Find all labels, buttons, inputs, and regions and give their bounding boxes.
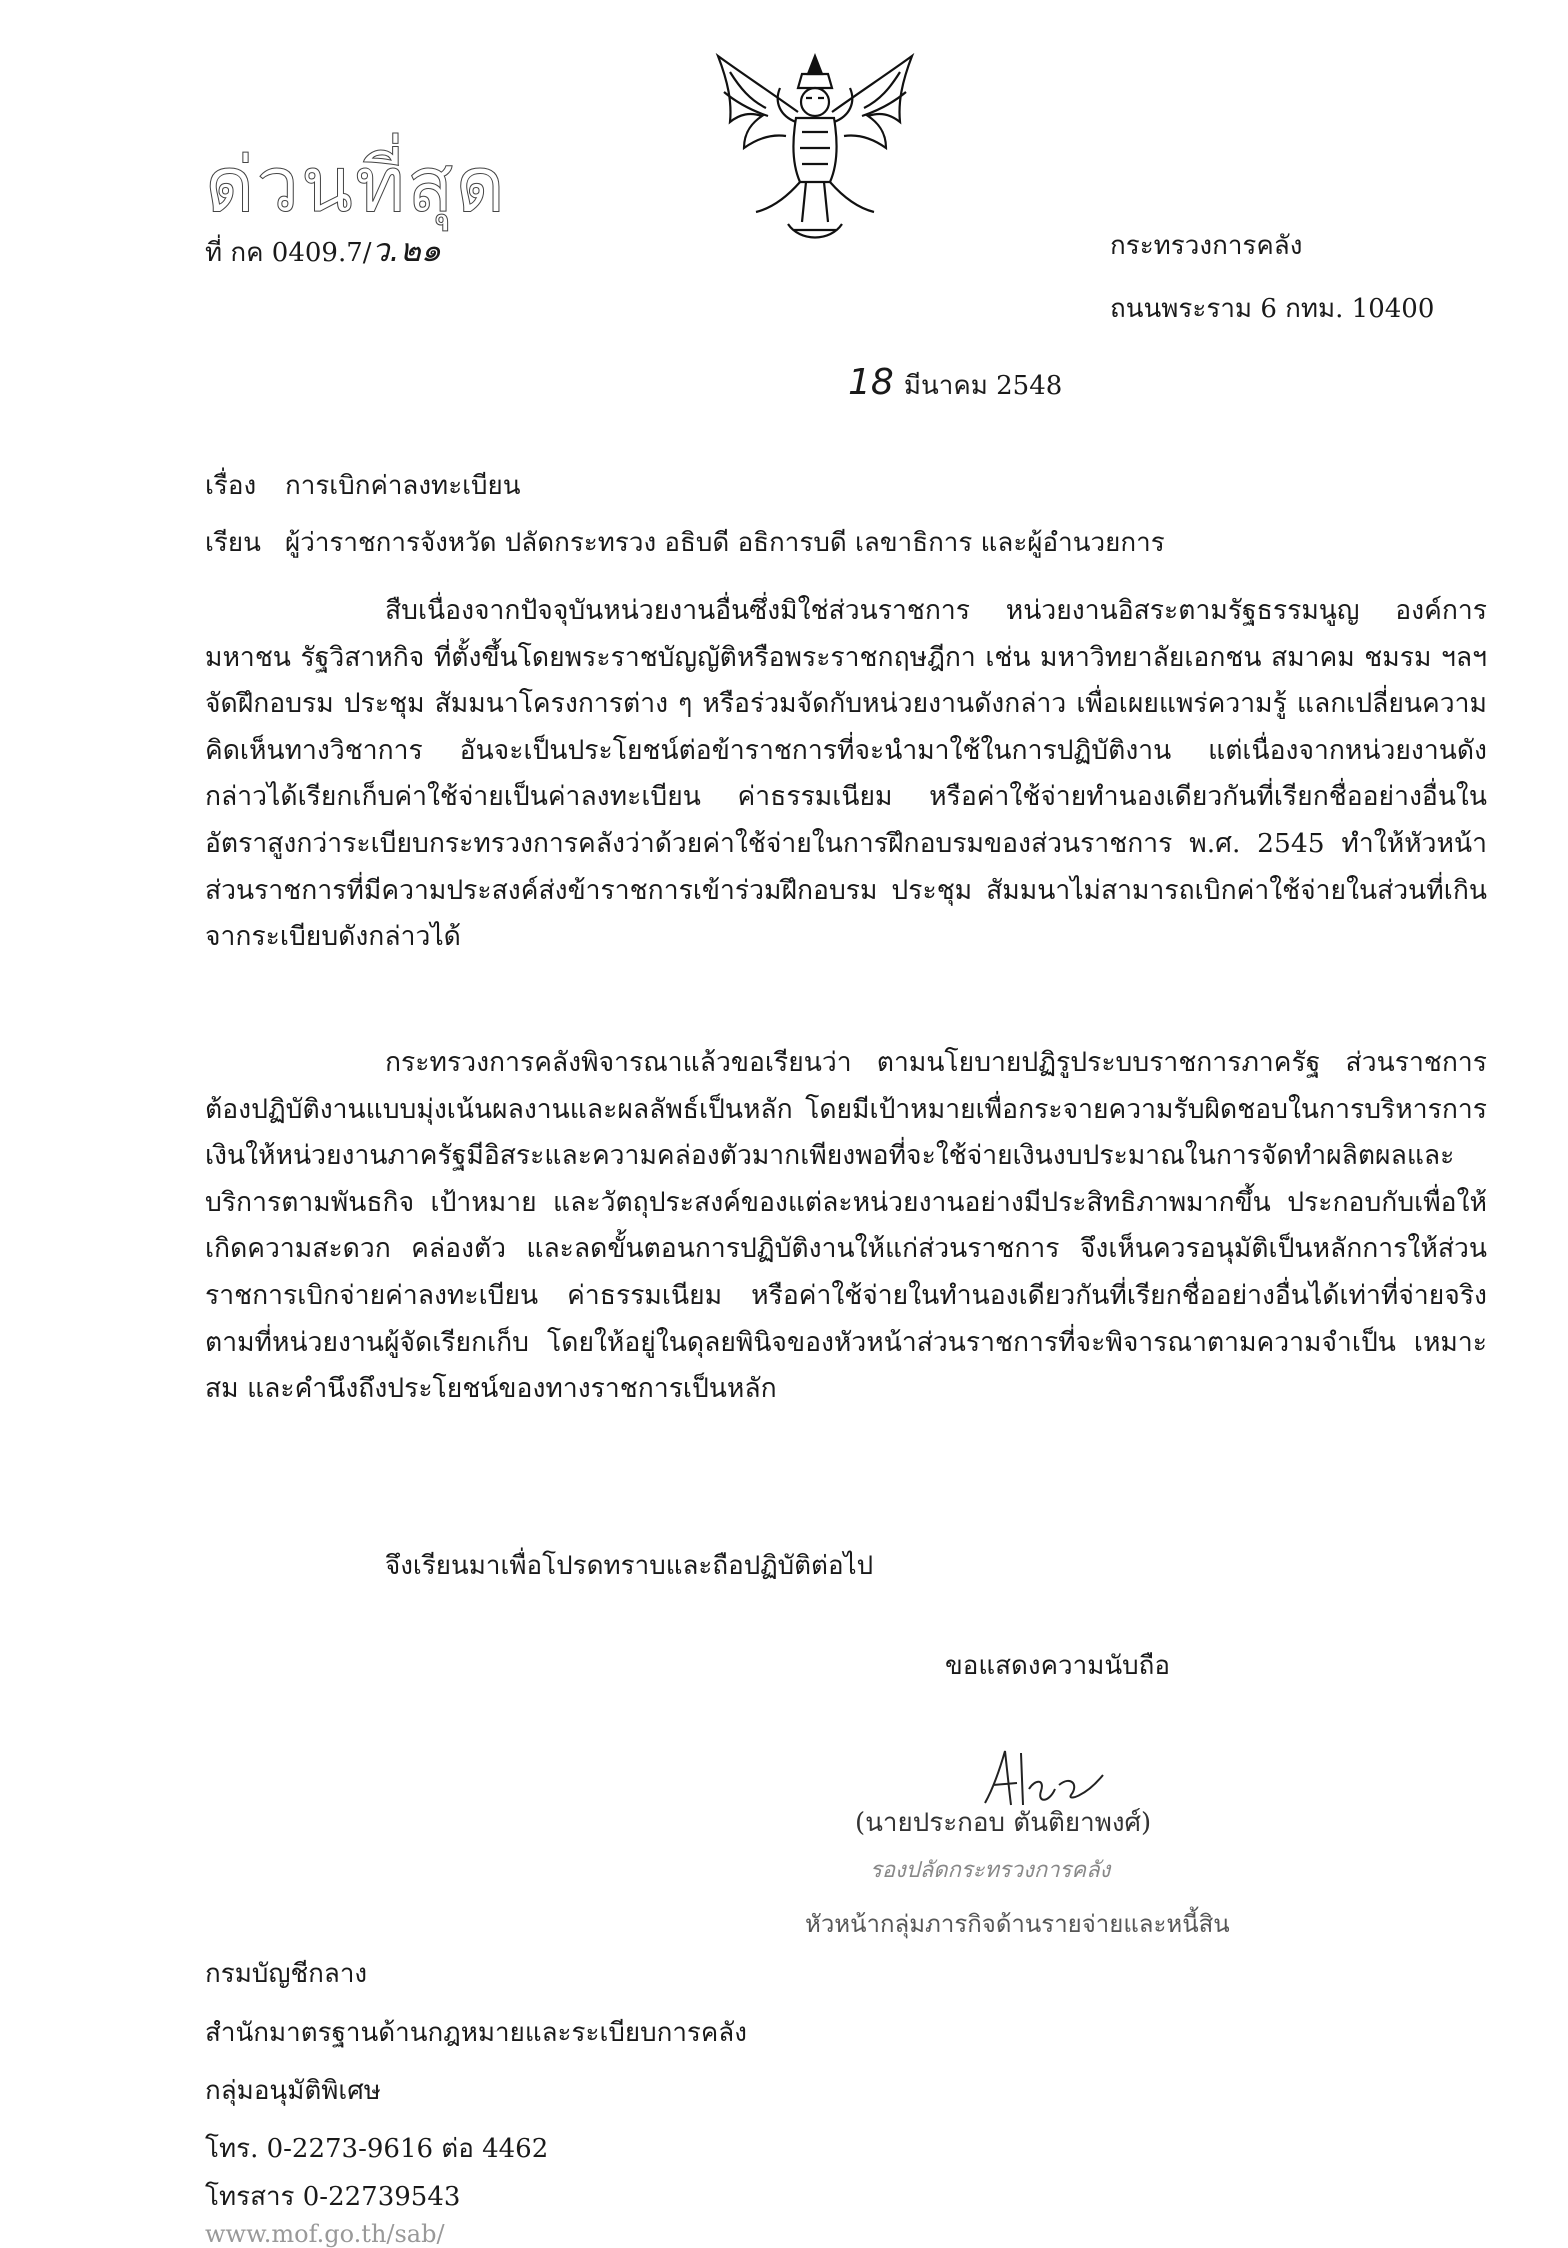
document-date <box>848 362 1062 406</box>
signatory-position-1: รองปลัดกระทรวงการคลัง <box>870 1858 1111 1883</box>
subject-text: การเบิกค่าลงทะเบียน <box>285 471 521 501</box>
garuda-emblem-icon <box>710 52 920 247</box>
recipient-label: เรียน <box>205 528 261 558</box>
closing-sentence: จึงเรียนมาเพื่อโปรดทราบและถือปฏิบัติต่อไป <box>385 1551 874 1581</box>
urgency-stamp: ด่วนที่สุด <box>205 140 507 229</box>
recipient-text: ผู้ว่าราชการจังหวัด ปลัดกระทรวง อธิบดี อธิการบดี เลขาธิการ และผู้อำนวยการ <box>285 528 1165 558</box>
regards-text: ขอแสดงความนับถือ <box>945 1651 1170 1681</box>
signatory-name: (นายประกอบ ตันติยาพงศ์) <box>855 1808 1152 1838</box>
subject-line <box>205 465 521 506</box>
document-number <box>205 225 441 276</box>
date-month-year: มีนาคม 2548 <box>903 371 1063 401</box>
document-number-handwritten: ว.๒๑ <box>371 231 442 269</box>
ministry-address: ถนนพระราม 6 กทม. 10400 <box>1110 294 1435 324</box>
body-paragraph-2: กระทรวงการคลังพิจารณาแล้วขอเรียนว่า ตามนโยบายปฏิรูประบบราชการภาครัฐ ส่วนราชการต้องปฏิบัติงานแบบมุ่งเน้นผลงานและผลลัพธ์เป็นหลัก โดยมีเป้าหมายเพื่อกระจายความรับผิดชอบในการบริหารการเงินให้หน่วยงานภาครัฐมีอิสระและความคล่องตัวมากเพียงพอที่จะใช้จ่ายเงินงบประมาณในการจัดทำผลิตผลและบริการตามพันธกิจ เป้าหมาย และวัตถุประสงค์ของแต่ละหน่วยงานอย่างมีประสิทธิภาพมากขึ้น ประกอบกับเพื่อให้เกิดความสะดวก คล่องตัว และลดขั้นตอนการปฏิบัติงานให้แก่ส่วนราชการ จึงเห็นควรอนุมัติเป็นหลักการให้ส่วนราชการเบิกจ่ายค่าลงทะเบียน ค่าธรรมเนียม หรือค่าใช้จ่ายในทำนองเดียวกันที่เรียกชื่ออย่างอื่นได้เท่าที่จ่ายจริงตามที่หน่วยงานผู้จัดเรียกเก็บ โดยให้อยู่ในดุลยพินิจของหัวหน้าส่วนราชการที่จะพิจารณาตามความจำเป็น เหมาะสม และคำนึงถึงประโยชน์ของทางราชการเป็นหลัก <box>205 1047 1487 1405</box>
footer-group: กลุ่มอนุมัติพิเศษ <box>205 2076 381 2106</box>
footer-fax: โทรสาร 0-22739543 <box>205 2182 461 2212</box>
recipient-line <box>205 522 1165 563</box>
document-number-prefix: ที่ กค 0409.7/ <box>205 238 372 268</box>
ministry-name: กระทรวงการคลัง <box>1110 231 1303 261</box>
body-paragraph-1: สืบเนื่องจากปัจจุบันหน่วยงานอื่นซึ่งมิใช่ส่วนราชการ หน่วยงานอิสระตามรัฐธรรมนูญ องค์การมหาชน รัฐวิสาหกิจ ที่ตั้งขึ้นโดยพระราชบัญญัติหรือพระราชกฤษฎีกา เช่น มหาวิทยาลัยเอกชน สมาคม ชมรม ฯลฯ จัดฝึกอบรม ประชุม สัมมนาโครงการต่าง ๆ หรือร่วมจัดกับหน่วยงานดังกล่าว เพื่อเผยแพร่ความรู้ แลกเปลี่ยนความคิดเห็นทางวิชาการ อันจะเป็นประโยชน์ต่อข้าราชการที่จะนำมาใช้ในการปฏิบัติงาน แต่เนื่องจากหน่วยงานดังกล่าวได้เรียกเก็บค่าใช้จ่ายเป็นค่าลงทะเบียน ค่าธรรมเนียม หรือค่าใช้จ่ายทำนองเดียวกันที่เรียกชื่ออย่างอื่นในอัตราสูงกว่าระเบียบกระทรวงการคลังว่าด้วยค่าใช้จ่ายในการฝึกอบรมของส่วนราชการ พ.ศ. 2545 ทำให้หัวหน้าส่วนราชการที่มีความประสงค์ส่งข้าราชการเข้าร่วมฝึกอบรม ประชุม สัมมนาไม่สามารถเบิกค่าใช้จ่ายในส่วนที่เกินจากระเบียบดังกล่าวได้ <box>205 595 1487 953</box>
footer-department: กรมบัญชีกลาง <box>205 1959 368 1989</box>
footer-website-link[interactable]: www.mof.go.th/sab/ <box>205 2220 445 2248</box>
subject-label: เรื่อง <box>205 471 257 501</box>
footer-office: สำนักมาตรฐานด้านกฎหมายและระเบียบการคลัง <box>205 2018 747 2048</box>
date-day-handwritten: 18 <box>848 362 894 403</box>
signatory-position-2: หัวหน้ากลุ่มภารกิจด้านรายจ่ายและหนี้สิน <box>805 1910 1230 1938</box>
footer-phone: โทร. 0-2273-9616 ต่อ 4462 <box>205 2134 549 2164</box>
